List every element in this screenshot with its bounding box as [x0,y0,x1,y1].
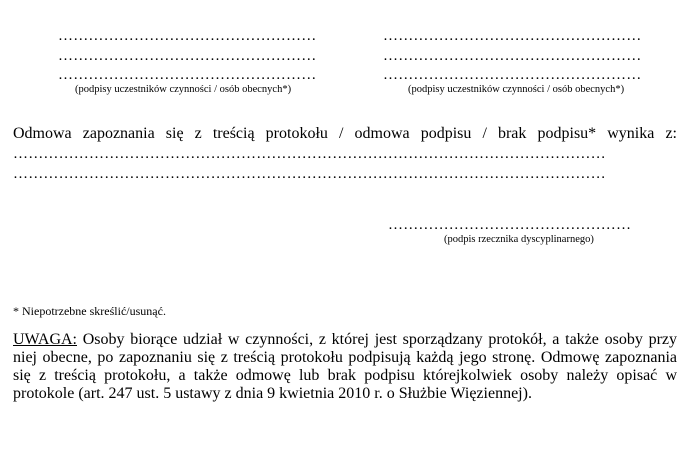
signature-caption-left: (podpisy uczestników czynności / osób obecnych*) [75,84,292,95]
signature-line-right-1: …………………………………………… [383,28,642,44]
note-paragraph [13,331,677,403]
signature-line-left-3: …………………………………………… [58,67,317,83]
refusal-reason-line-1: ……………………………………………………………………………………………………… [13,146,606,162]
refusal-statement: Odmowa zapoznania się z treścią protokołu / odmowa podpisu / brak podpisu* wynika z: [13,125,677,142]
note-text: Osoby biorące udział w czynności, z której jest sporządzany protokół, a także osoby przy niej obecne, po zapoznaniu się z treścią protokołu podpisują każdą jego stronę. Odmowę zapoznania się z treścią protokołu, a także odmowę lub brak podpisu którejkolwiek osoby należy opisać w protokole (art. 247 ust. 5 ustawy z dnia 9 kwietnia 2010 r. o Służbie Więziennej). [13,331,677,402]
ombudsman-signature-line: ………………………………………… [388,217,632,233]
note-label: UWAGA: [13,331,77,348]
refusal-reason-line-2: ……………………………………………………………………………………………………… [13,166,606,182]
signature-line-right-3: …………………………………………… [383,67,642,83]
signature-line-left-2: …………………………………………… [58,48,317,64]
signature-caption-right: (podpisy uczestników czynności / osób obecnych*) [408,84,625,95]
signature-line-right-2: …………………………………………… [383,48,642,64]
footnote: * Niepotrzebne skreślić/usunąć. [13,304,166,318]
ombudsman-signature-caption: (podpis rzecznika dyscyplinarnego) [444,234,594,245]
signature-line-left-1: …………………………………………… [58,28,317,44]
